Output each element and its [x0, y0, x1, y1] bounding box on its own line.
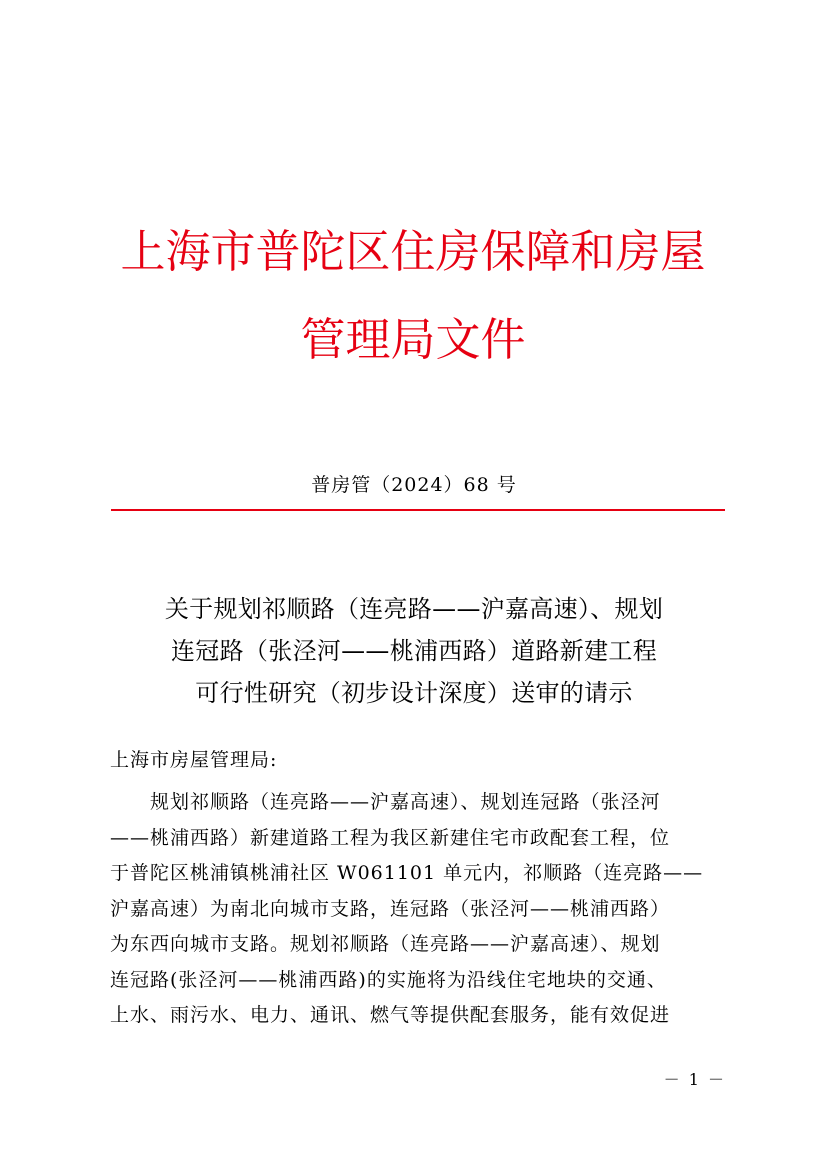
body-line: 上水、雨污水、电力、通讯、燃气等提供配套服务，能有效促进: [110, 1004, 671, 1026]
subject-title-line: 连冠路（张泾河——桃浦西路）道路新建工程: [171, 637, 657, 665]
body-line: 沪嘉高速）为南北向城市支路，连冠路（张泾河——桃浦西路）: [110, 897, 671, 920]
addressee: 上海市房屋管理局:: [110, 749, 278, 771]
agency-title: 上海市普陀区住房保障和房屋管理局文件: [120, 225, 706, 366]
body-line: 于普陀区桃浦镇桃浦社区 W061101 单元内，祁顺路（连亮路——: [110, 862, 704, 884]
body-paragraph: [110, 785, 724, 1034]
body-line: 为东西向城市支路。规划祁顺路（连亮路——沪嘉高速）、规划: [110, 933, 661, 955]
body-line: 连冠路(张泾河——桃浦西路)的实施将为沿线住宅地块的交通、: [110, 968, 667, 991]
subject-title: [110, 588, 718, 714]
body-line: 规划祁顺路（连亮路——沪嘉高速）、规划连冠路（张泾河: [150, 791, 661, 813]
body-line: ——桃浦西路）新建道路工程为我区新建住宅市政配套工程，位: [110, 826, 671, 849]
document-number: 普房管（2024）68 号: [311, 474, 517, 496]
page-number: － 1 －: [663, 1070, 726, 1089]
subject-title-line: 关于规划祁顺路（连亮路——沪嘉高速）、规划: [164, 595, 664, 623]
subject-title-line: 可行性研究（初步设计深度）送审的请示: [195, 679, 633, 707]
red-separator-line: [111, 509, 725, 511]
